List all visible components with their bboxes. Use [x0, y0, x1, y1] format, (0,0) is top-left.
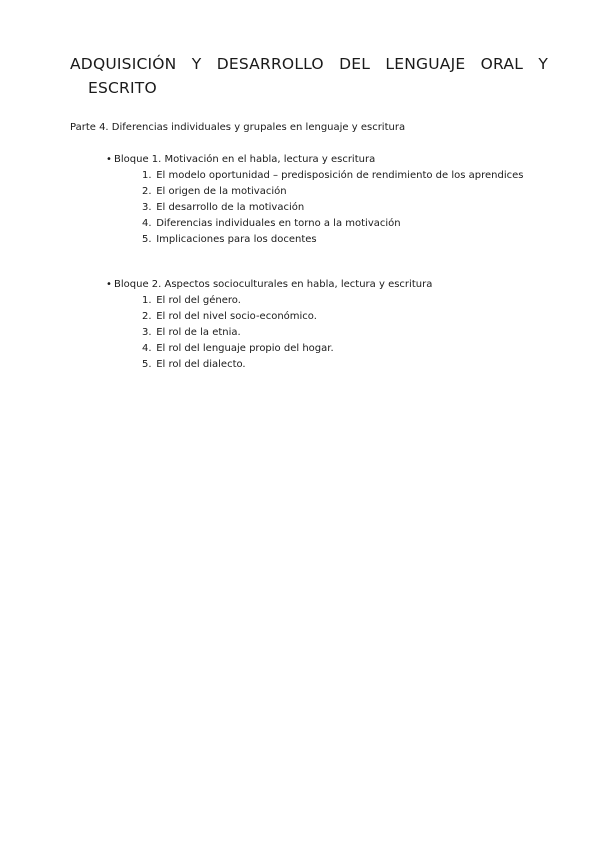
- bullet-icon: •: [106, 154, 112, 165]
- list-item: [142, 325, 432, 341]
- item-text: El rol del dialecto.: [156, 359, 246, 370]
- block-1-title: Bloque 1. Motivación en el habla, lectura y escritura: [114, 154, 376, 165]
- list-item: [142, 341, 432, 357]
- item-number: 1.: [142, 295, 152, 306]
- block-2-title: Bloque 2. Aspectos socioculturales en habla, lectura y escritura: [114, 279, 433, 290]
- item-number: 5.: [142, 234, 152, 245]
- title-line-1: ADQUISICIÓN Y DESARROLLO DEL LENGUAJE ORAL Y: [70, 55, 548, 73]
- list-item: [142, 184, 523, 200]
- list-item: [142, 357, 432, 373]
- block-2-heading: [106, 277, 432, 293]
- item-text: El rol de la etnia.: [156, 327, 241, 338]
- item-number: 5.: [142, 359, 152, 370]
- block-1-heading: [106, 152, 523, 168]
- list-item: [142, 216, 523, 232]
- item-number: 4.: [142, 343, 152, 354]
- item-text: El rol del lenguaje propio del hogar.: [156, 343, 334, 354]
- list-item: [142, 232, 523, 248]
- list-item: [142, 168, 523, 184]
- list-item: [142, 309, 432, 325]
- item-number: 3.: [142, 327, 152, 338]
- item-number: 3.: [142, 202, 152, 213]
- list-item: [142, 293, 432, 309]
- block-1-list: [106, 168, 523, 248]
- part-heading: Parte 4. Diferencias individuales y grupales en lenguaje y escritura: [70, 122, 406, 133]
- block-2-list: [106, 293, 432, 373]
- item-text: El rol del nivel socio-económico.: [156, 311, 317, 322]
- bullet-icon: •: [106, 279, 112, 290]
- item-text: El desarrollo de la motivación: [156, 202, 305, 213]
- item-number: 2.: [142, 311, 152, 322]
- item-text: Implicaciones para los docentes: [156, 234, 317, 245]
- block-1: [106, 152, 523, 248]
- item-number: 4.: [142, 218, 152, 229]
- block-2: [106, 277, 432, 373]
- item-text: El rol del género.: [156, 295, 241, 306]
- document-title: [70, 52, 548, 100]
- item-text: Diferencias individuales en torno a la motivación: [156, 218, 401, 229]
- item-text: El origen de la motivación: [156, 186, 287, 197]
- item-text: El modelo oportunidad – predisposición de rendimiento de los aprendices: [156, 170, 524, 181]
- list-item: [142, 200, 523, 216]
- title-line-2: ESCRITO: [88, 79, 157, 97]
- item-number: 1.: [142, 170, 152, 181]
- item-number: 2.: [142, 186, 152, 197]
